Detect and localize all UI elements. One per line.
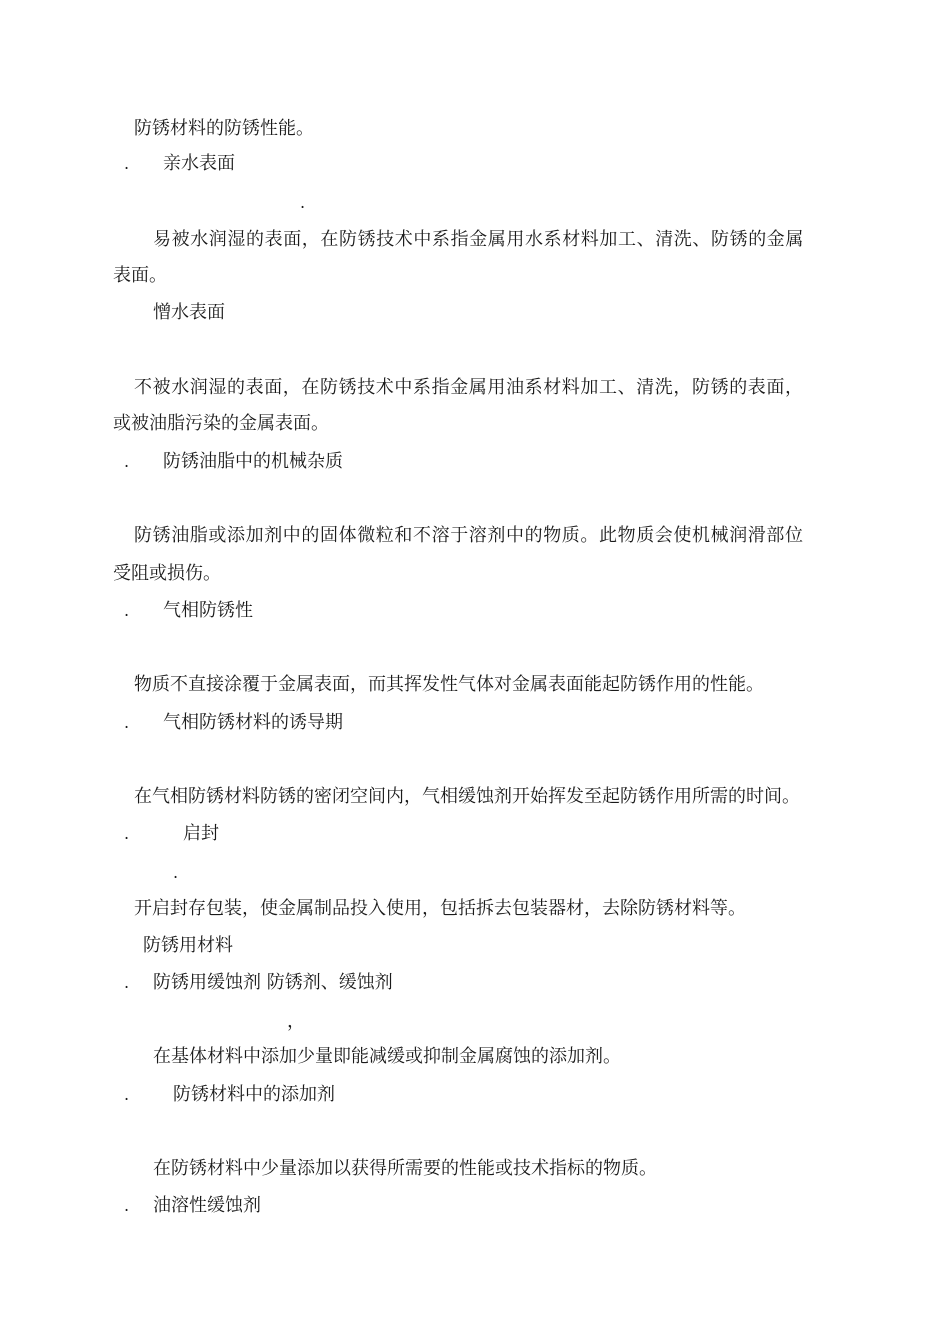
bullet-dot: . xyxy=(124,452,130,471)
term-heading: 油溶性缓蚀剂 xyxy=(153,1195,261,1216)
definition-line: 物质不直接涂覆于金属表面，而其挥发性气体对金属表面能起防锈作用的性能。 xyxy=(134,674,764,695)
term-heading: 防锈油脂中的机械杂质 xyxy=(163,451,343,472)
stray-dot: . xyxy=(300,193,306,212)
term-heading: 亲水表面 xyxy=(163,153,235,174)
definition-line: 在基体材料中添加少量即能减缓或抑制金属腐蚀的添加剂。 xyxy=(153,1046,621,1067)
text-line: 防锈材料的防锈性能。 xyxy=(134,118,314,139)
bullet-dot: . xyxy=(124,154,130,173)
section-heading: 防锈用材料 xyxy=(143,935,233,956)
definition-line: 在气相防锈材料防锈的密闭空间内，气相缓蚀剂开始挥发至起防锈作用所需的时间。 xyxy=(134,786,800,807)
bullet-dot: . xyxy=(124,1085,130,1104)
bullet-dot: . xyxy=(124,713,130,732)
term-heading: 防锈材料中的添加剂 xyxy=(173,1084,335,1105)
stray-dot: . xyxy=(173,863,179,882)
definition-line: 易被水润湿的表面，在防锈技术中系指金属用水系材料加工、清洗、防锈的金属 xyxy=(153,229,804,250)
definition-line: 表面。 xyxy=(113,265,167,286)
stray-comma: ， xyxy=(287,1011,305,1032)
definition-line: 或被油脂污染的金属表面。 xyxy=(113,413,329,434)
bullet-dot: . xyxy=(124,973,130,992)
term-heading: 防锈用缓蚀剂 防锈剂、缓蚀剂 xyxy=(153,972,393,993)
term-heading: 气相防锈性 xyxy=(163,600,253,621)
definition-line: 防锈油脂或添加剂中的固体微粒和不溶于溶剂中的物质。此物质会使机械润滑部位 xyxy=(134,525,804,546)
definition-line: 受阻或损伤。 xyxy=(113,563,221,584)
term-heading: 气相防锈材料的诱导期 xyxy=(163,712,343,733)
bullet-dot: . xyxy=(124,1196,130,1215)
term-heading: 憎水表面 xyxy=(153,302,225,323)
definition-line: 在防锈材料中少量添加以获得所需要的性能或技术指标的物质。 xyxy=(153,1158,657,1179)
bullet-dot: . xyxy=(124,601,130,620)
definition-line: 开启封存包装，使金属制品投入使用，包括拆去包装器材，去除防锈材料等。 xyxy=(134,898,746,919)
definition-line: 不被水润湿的表面，在防锈技术中系指金属用油系材料加工、清洗，防锈的表面， xyxy=(134,377,804,398)
term-heading: 启封 xyxy=(183,823,219,844)
bullet-dot: . xyxy=(124,824,130,843)
